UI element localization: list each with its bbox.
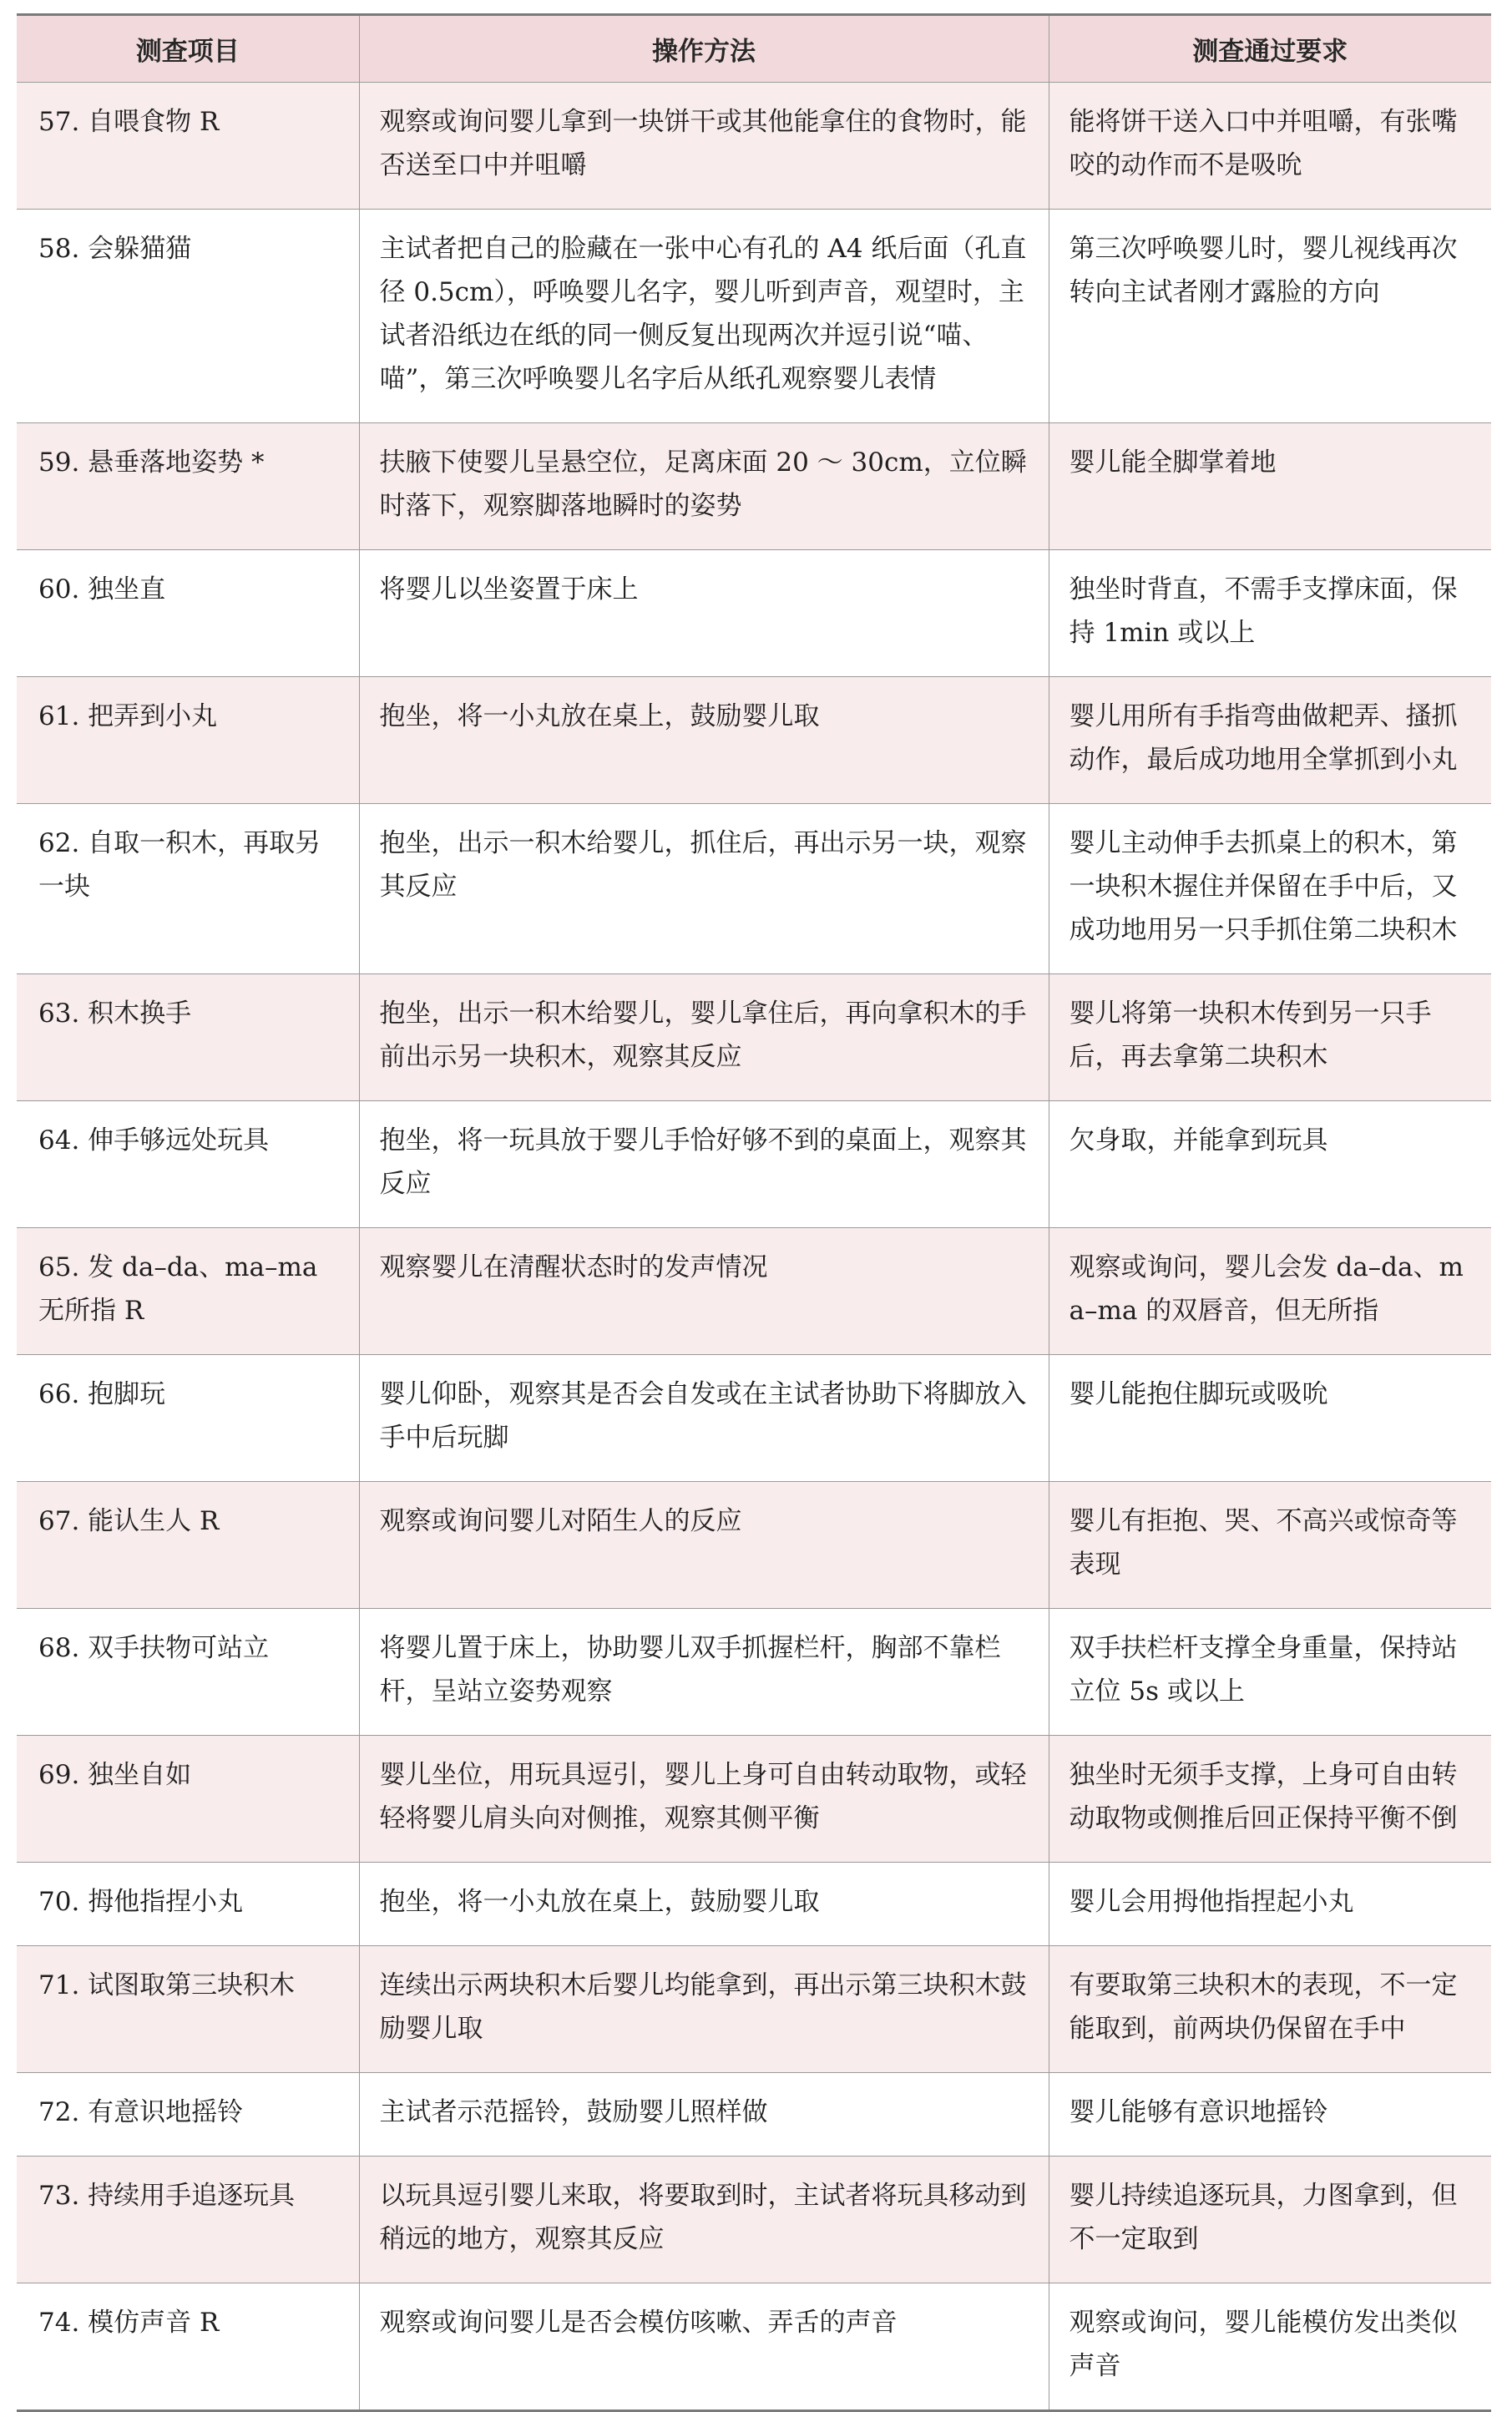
cell-item: 64. 伸手够远处玩具 xyxy=(17,1101,359,1228)
cell-method: 将婴儿置于床上，协助婴儿双手抓握栏杆，胸部不靠栏杆，呈站立姿势观察 xyxy=(359,1609,1049,1736)
cell-item: 59. 悬垂落地姿势 * xyxy=(17,423,359,550)
cell-method: 观察或询问婴儿拿到一块饼干或其他能拿住的食物时，能否送至口中并咀嚼 xyxy=(359,83,1049,210)
table-row xyxy=(17,1228,1491,1355)
cell-method: 抱坐，将一小丸放在桌上，鼓励婴儿取 xyxy=(359,1863,1049,1946)
cell-requirement: 婴儿主动伸手去抓桌上的积木，第一块积木握住并保留在手中后，又成功地用另一只手抓住第二块积木 xyxy=(1049,804,1491,974)
cell-method: 抱坐，将一小丸放在桌上，鼓励婴儿取 xyxy=(359,677,1049,804)
cell-item: 68. 双手扶物可站立 xyxy=(17,1609,359,1736)
header-row xyxy=(17,15,1491,83)
table-row xyxy=(17,677,1491,804)
cell-requirement: 双手扶栏杆支撑全身重量，保持站立位 5s 或以上 xyxy=(1049,1609,1491,1736)
cell-requirement: 婴儿能抱住脚玩或吸吮 xyxy=(1049,1355,1491,1482)
cell-method: 婴儿坐位，用玩具逗引，婴儿上身可自由转动取物，或轻轻将婴儿肩头向对侧推，观察其侧平衡 xyxy=(359,1736,1049,1863)
cell-requirement: 观察或询问，婴儿会发 da–da、ma–ma 的双唇音，但无所指 xyxy=(1049,1228,1491,1355)
cell-item: 65. 发 da–da、ma–ma 无所指 R xyxy=(17,1228,359,1355)
table-row xyxy=(17,1101,1491,1228)
table-row xyxy=(17,1863,1491,1946)
cell-item: 74. 模仿声音 R xyxy=(17,2283,359,2411)
table-row xyxy=(17,2157,1491,2283)
cell-method: 抱坐，出示一积木给婴儿，婴儿拿住后，再向拿积木的手前出示另一块积木，观察其反应 xyxy=(359,974,1049,1101)
cell-method: 主试者示范摇铃，鼓励婴儿照样做 xyxy=(359,2073,1049,2157)
table-row xyxy=(17,804,1491,974)
cell-requirement: 独坐时背直，不需手支撑床面，保持 1min 或以上 xyxy=(1049,550,1491,677)
table-row xyxy=(17,1482,1491,1609)
cell-requirement: 第三次呼唤婴儿时，婴儿视线再次转向主试者刚才露脸的方向 xyxy=(1049,210,1491,423)
cell-item: 61. 把弄到小丸 xyxy=(17,677,359,804)
cell-item: 58. 会躲猫猫 xyxy=(17,210,359,423)
cell-method: 主试者把自己的脸藏在一张中心有孔的 A4 纸后面（孔直径 0.5cm），呼唤婴儿名字，婴儿听到声音，观望时，主试者沿纸边在纸的同一侧反复出现两次并逗引说“喵、喵”，第三次呼唤婴儿名字后从纸孔观察婴儿表情 xyxy=(359,210,1049,423)
table-row xyxy=(17,2073,1491,2157)
cell-method: 将婴儿以坐姿置于床上 xyxy=(359,550,1049,677)
cell-requirement: 婴儿将第一块积木传到另一只手后，再去拿第二块积木 xyxy=(1049,974,1491,1101)
cell-requirement: 婴儿持续追逐玩具，力图拿到，但不一定取到 xyxy=(1049,2157,1491,2283)
cell-item: 63. 积木换手 xyxy=(17,974,359,1101)
cell-item: 69. 独坐自如 xyxy=(17,1736,359,1863)
table-row xyxy=(17,1946,1491,2073)
table-row xyxy=(17,83,1491,210)
cell-method: 婴儿仰卧，观察其是否会自发或在主试者协助下将脚放入手中后玩脚 xyxy=(359,1355,1049,1482)
cell-requirement: 观察或询问，婴儿能模仿发出类似声音 xyxy=(1049,2283,1491,2411)
cell-requirement: 能将饼干送入口中并咀嚼，有张嘴咬的动作而不是吸吮 xyxy=(1049,83,1491,210)
cell-requirement: 婴儿用所有手指弯曲做耙弄、搔抓动作，最后成功地用全掌抓到小丸 xyxy=(1049,677,1491,804)
cell-item: 73. 持续用手追逐玩具 xyxy=(17,2157,359,2283)
table-body xyxy=(17,83,1491,2411)
header-method: 操作方法 xyxy=(359,15,1049,83)
cell-requirement: 婴儿能够有意识地摇铃 xyxy=(1049,2073,1491,2157)
cell-method: 以玩具逗引婴儿来取，将要取到时，主试者将玩具移动到稍远的地方，观察其反应 xyxy=(359,2157,1049,2283)
table-row xyxy=(17,974,1491,1101)
table-row xyxy=(17,1355,1491,1482)
assessment-table-container xyxy=(17,13,1491,2412)
table-row xyxy=(17,2283,1491,2411)
cell-method: 观察婴儿在清醒状态时的发声情况 xyxy=(359,1228,1049,1355)
cell-requirement: 婴儿能全脚掌着地 xyxy=(1049,423,1491,550)
cell-item: 67. 能认生人 R xyxy=(17,1482,359,1609)
cell-item: 62. 自取一积木，再取另一块 xyxy=(17,804,359,974)
cell-item: 60. 独坐直 xyxy=(17,550,359,677)
cell-item: 70. 拇他指捏小丸 xyxy=(17,1863,359,1946)
table-row xyxy=(17,1609,1491,1736)
table-header xyxy=(17,15,1491,83)
cell-item: 66. 抱脚玩 xyxy=(17,1355,359,1482)
header-item: 测查项目 xyxy=(17,15,359,83)
table-row xyxy=(17,1736,1491,1863)
table-row xyxy=(17,210,1491,423)
cell-item: 57. 自喂食物 R xyxy=(17,83,359,210)
cell-method: 观察或询问婴儿对陌生人的反应 xyxy=(359,1482,1049,1609)
cell-requirement: 有要取第三块积木的表现，不一定能取到，前两块仍保留在手中 xyxy=(1049,1946,1491,2073)
header-requirement: 测查通过要求 xyxy=(1049,15,1491,83)
cell-item: 72. 有意识地摇铃 xyxy=(17,2073,359,2157)
cell-requirement: 欠身取，并能拿到玩具 xyxy=(1049,1101,1491,1228)
cell-method: 抱坐，出示一积木给婴儿，抓住后，再出示另一块，观察其反应 xyxy=(359,804,1049,974)
cell-method: 连续出示两块积木后婴儿均能拿到，再出示第三块积木鼓励婴儿取 xyxy=(359,1946,1049,2073)
cell-method: 扶腋下使婴儿呈悬空位，足离床面 20 ～ 30cm，立位瞬时落下，观察脚落地瞬时的姿势 xyxy=(359,423,1049,550)
cell-requirement: 婴儿有拒抱、哭、不高兴或惊奇等表现 xyxy=(1049,1482,1491,1609)
cell-requirement: 婴儿会用拇他指捏起小丸 xyxy=(1049,1863,1491,1946)
table-row xyxy=(17,423,1491,550)
cell-method: 抱坐，将一玩具放于婴儿手恰好够不到的桌面上，观察其反应 xyxy=(359,1101,1049,1228)
cell-requirement: 独坐时无须手支撑，上身可自由转动取物或侧推后回正保持平衡不倒 xyxy=(1049,1736,1491,1863)
assessment-table xyxy=(17,13,1491,2412)
cell-method: 观察或询问婴儿是否会模仿咳嗽、弄舌的声音 xyxy=(359,2283,1049,2411)
cell-item: 71. 试图取第三块积木 xyxy=(17,1946,359,2073)
table-row xyxy=(17,550,1491,677)
